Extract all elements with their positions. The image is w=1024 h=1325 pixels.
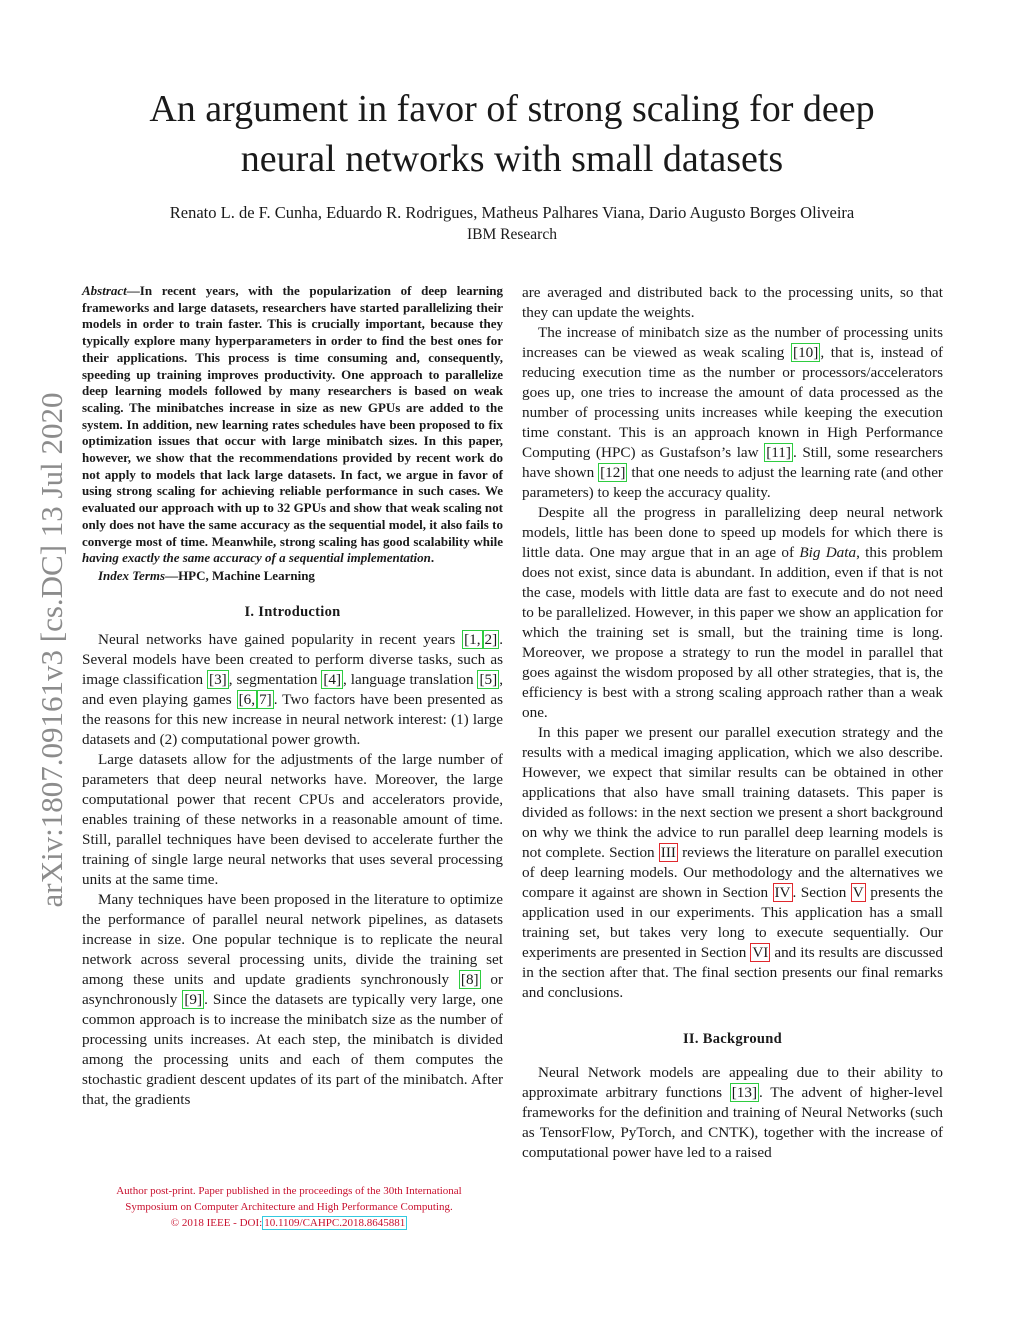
- background-paragraph-1: Neural Network models are appealing due to their ability to approximate arbitrary functions [13] . The advent of higher-level frameworks for the definition and training of Neural Networks (such as TensorFlow, PyTorch, and CNTK), together with the increase of computational power have led to a raised: [522, 1064, 943, 1161]
- abstract-label: Abstract: [82, 283, 127, 298]
- right-column: [522, 283, 943, 1163]
- abstract-text: —In recent years, with the popularization of deep learning frameworks and large datasets, researchers have started parallelizing their models in order to train faster. This is crucially important, because they typically explore many hyperparameters in order to find the best ones for their applications. This process is time consuming and, consequently, speeding up training improves productivity. One approach to parallelize deep learning models followed by many researchers is based on weak scaling. The minibatches increase in size as new GPUs are added to the system. In addition, new learning rates schedules have been proposed to fix optimization issues that occur with large minibatch sizes. In this paper, however, we show that the recommendations provided by recent work do not apply to models that lack large datasets. In fact, we argue in favor of using strong scaling for achieving reliable performance in such cases. We evaluated our approach with up to 32 GPUs and show that weak scaling not only does not have the same accuracy as the sequential model, it also fails to converge most of time. Meanwhile, strong scaling has good scalability while: [82, 283, 503, 549]
- section-link[interactable]: III: [660, 844, 676, 861]
- arxiv-watermark: arXiv:1807.09161v3 [cs.DC] 13 Jul 2020: [34, 392, 69, 908]
- affiliation: IBM Research: [467, 226, 557, 243]
- title-line-2: neural networks with small datasets: [240, 138, 784, 180]
- footnote-line-2: Symposium on Computer Architecture and High Performance Computing.: [125, 1201, 453, 1213]
- left-column: [82, 283, 503, 1110]
- intro-paragraph-4: The increase of minibatch size as the number of processing units increases can be viewed as weak scaling [10] , that is, instead of reducing execution time as the number or processors/accelerators goes up, one tries to increase the amount of data processed as the number of processing units increases while keeping the execution time constant. This is an approach known in High Performance Computing (HPC) as Gustafson’s law [11] . Still, some researchers have shown [12] that one needs to adjust the learning rate (and other parameters) to keep the accuracy quality.: [522, 324, 943, 501]
- citation-link[interactable]: [4]: [323, 670, 342, 688]
- intro-paragraph-2: Large datasets allow for the adjustments of the large number of parameters that deep neural networks have. Moreover, the large computational power that recent CPUs and accelerators provide, enables training of these networks in a reasonable amount of time. Still, parallel techniques have been devised to accelerate further the training of single large neural networks that uses several processing units at the same time.: [82, 750, 503, 888]
- index-terms-label: Index Terms: [98, 567, 166, 583]
- intro-paragraph-5: Despite all the progress in parallelizing deep neural network models, little has been done to speed up models for which there is little data. One may argue that in an age of Big Data, this problem does not exist, since data is abundant. In addition, even if that is not the case, models with little data are fast to execute and do not need to be parallelized. However, in this paper we show an application for which the training set is small, but the training time is long. Moreover, we propose a strategy to run the model in parallel that goes against the wisdom proposed by all other strategies, that is, the efficiency is best with a strong scaling approach rather than a weak one.: [522, 504, 943, 721]
- abstract: Abstract—In recent years, with the popularization of deep learning frameworks and large datasets, researchers have started parallelizing their models in order to train faster. This is crucially important, because they typically explore many hyperparameters in order to find the best ones for their applications. This process is time consuming and, consequently, speeding up training improves productivity. One approach to parallelize deep learning models followed by many researchers is based on weak scaling. The minibatches increase in size as new GPUs are added to the system. In addition, new learning rates schedules have been proposed to fix optimization issues that occur with large minibatch sizes. In this paper, however, we show that the recommendations provided by recent work do not apply to models that lack large datasets. In fact, we argue in favor of using strong scaling for achieving reliable performance in such cases. We evaluated our approach with up to 32 GPUs and show that weak scaling not only does not have the same accuracy as the sequential model, it also fails to converge most of time. Meanwhile, strong scaling has good scalability while having exactly the same accuracy of a sequential implementation.: [82, 283, 503, 566]
- section-link[interactable]: VI: [752, 944, 769, 961]
- paper-title: [80, 84, 944, 184]
- footnote-line-3: [82, 1215, 496, 1231]
- section-link[interactable]: IV: [774, 884, 791, 901]
- intro-paragraph-1: Neural networks have gained popularity in recent years [1, 2] . Several models have been created to perform diverse tasks, such as image classification [3] , segmentation [4] , language translation [5] , and even playing games [6, 7] . Two factors have been presented as the reasons for this new increase in neural network interest: (1) large datasets and (2) computational power growth.: [82, 630, 503, 748]
- citation-link[interactable]: [9]: [184, 990, 203, 1008]
- citation-link[interactable]: 7]: [259, 690, 272, 708]
- footnote: [82, 1183, 496, 1231]
- citation-link[interactable]: [6,: [238, 690, 256, 708]
- citation-link[interactable]: [3]: [209, 670, 227, 688]
- section-heading-background: II. Background: [682, 1031, 783, 1047]
- abstract-emphasis: having exactly the same accuracy of a sequential implementation: [82, 550, 431, 566]
- intro-paragraph-3-cont: are averaged and distributed back to the processing units, so that they can update the weights.: [522, 284, 943, 321]
- citation-link[interactable]: [8]: [460, 970, 479, 988]
- citation-link[interactable]: [12]: [600, 464, 626, 481]
- section-link[interactable]: V: [852, 884, 864, 901]
- citation-link[interactable]: [1,: [464, 630, 481, 648]
- copyright-text: © 2018 IEEE - DOI:: [170, 1217, 263, 1229]
- doi-link[interactable]: 10.1109/CAHPC.2018.8645881: [264, 1217, 406, 1229]
- title-line-1: An argument in favor of strong scaling for deep: [149, 88, 875, 130]
- citation-link[interactable]: [11]: [766, 444, 791, 461]
- intro-paragraph-6: In this paper we present our parallel execution strategy and the results with a medical imaging application, which we also describe. However, we expect that similar results can be obtained in other applications that also have small training datasets. This paper is divided as follows: in the next section we present a short background on why we think the advice to run parallel deep learning models is not complete. Section III reviews the literature on parallel execution of deep learning models. Our methodology and the alternatives we compare it against are shown in Section IV . Section V presents the application used in our experiments. This application has a small training set, but takes very long to execute sequentially. Our experiments are presented in Section VI and its results are discussed in the section after that. The final section presents our final remarks and conclusions.: [522, 724, 944, 1001]
- footnote-line-1: Author post-print. Paper published in the proceedings of the 30th International: [116, 1185, 462, 1197]
- author-list: Renato L. de F. Cunha, Eduardo R. Rodrigues, Matheus Palhares Viana, Dario Augusto Borges Oliveira: [169, 203, 855, 222]
- citation-link[interactable]: [5]: [479, 670, 498, 688]
- intro-paragraph-3: Many techniques have been proposed in the literature to optimize the performance of parallel neural network pipelines, as datasets increase in size. One popular technique is to replicate the neural network across several processing units, divide the training set among these units and update gradients synchronously [8] or asynchronously [9] . Since the datasets are typically very large, one common approach is to increase the minibatch size as the number of processing units increases. At each step, the minibatch is divided among the processing units and each of them computes the stochastic gradient descent updates of its part of the minibatch. After that, the gradients: [82, 890, 503, 1108]
- citation-link[interactable]: [13]: [731, 1084, 758, 1101]
- section-heading-introduction: I. Introduction: [244, 603, 341, 620]
- citation-link[interactable]: 2]: [484, 630, 498, 648]
- index-terms: [98, 567, 503, 584]
- index-terms-text: —HPC, Machine Learning: [165, 567, 315, 583]
- citation-link[interactable]: [10]: [793, 344, 819, 361]
